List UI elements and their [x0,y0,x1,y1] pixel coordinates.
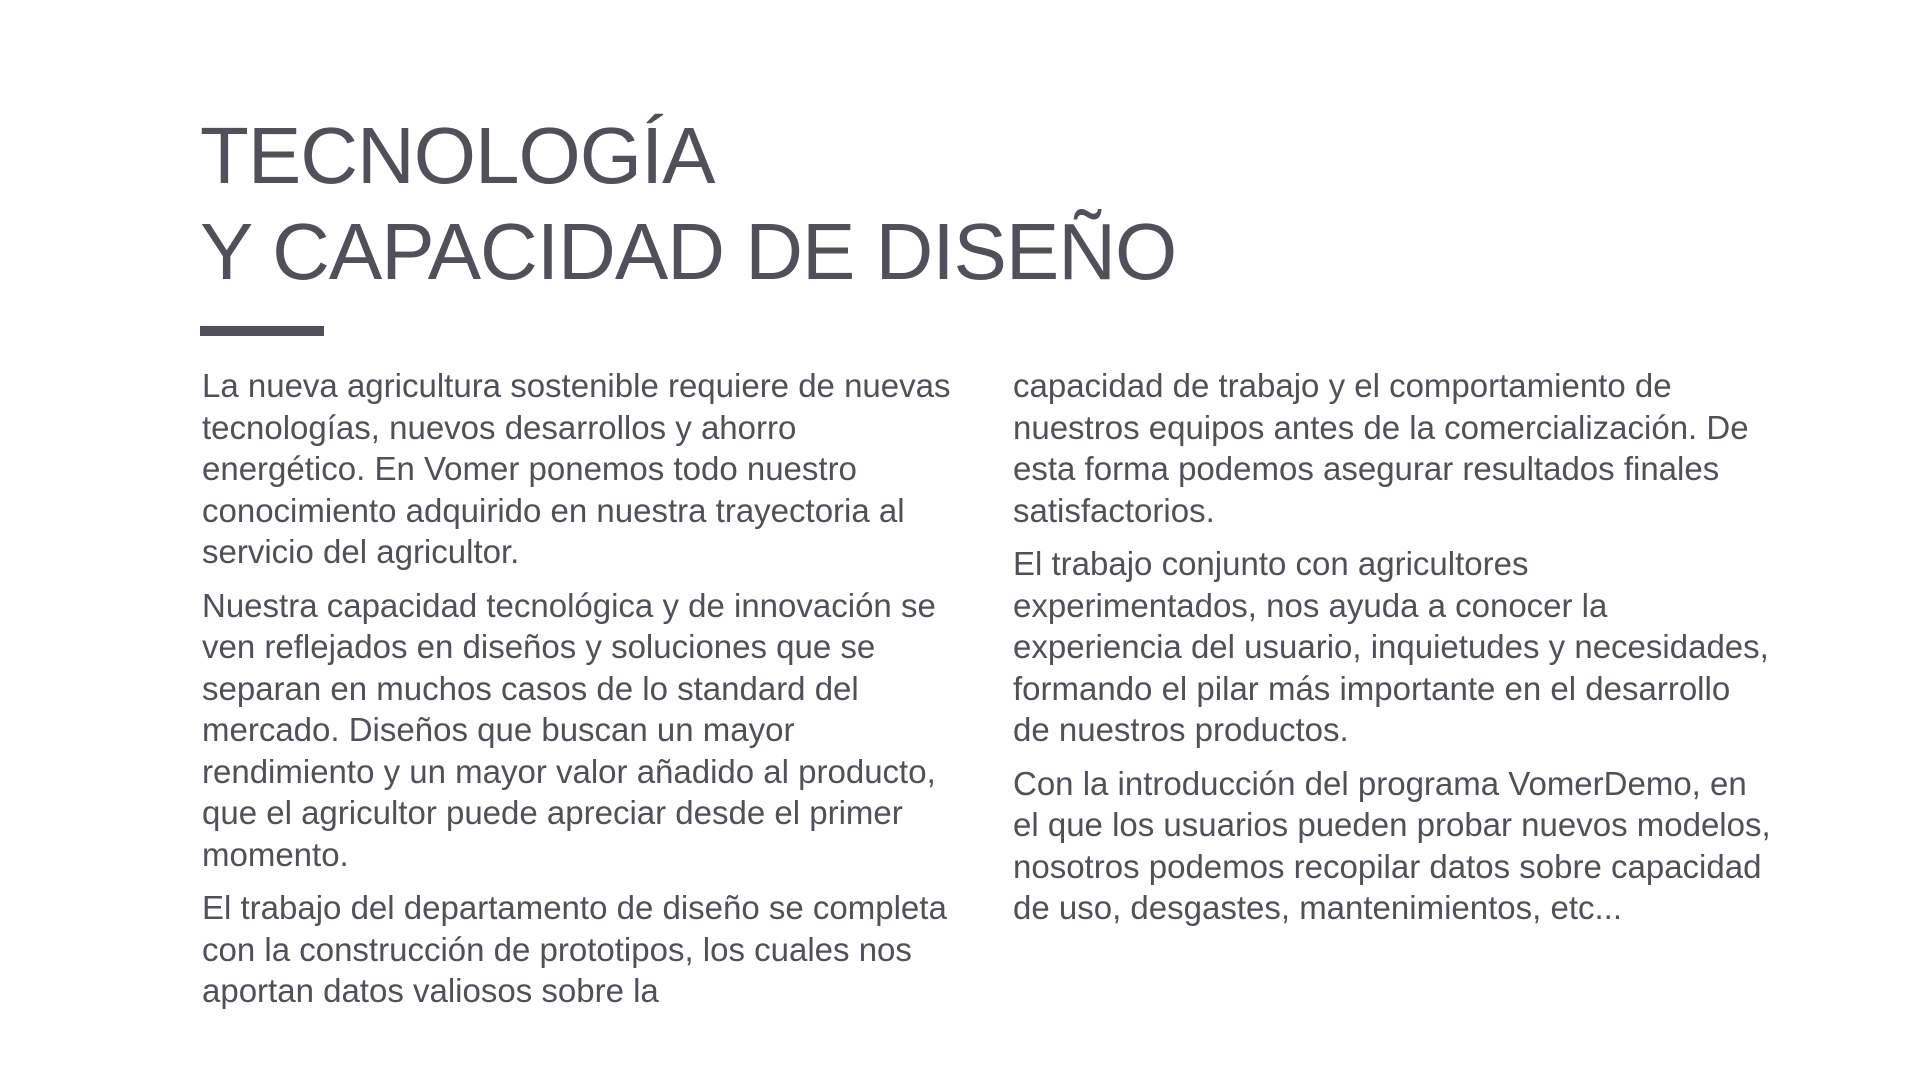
left-paragraph-1: La nueva agricultura sostenible requiere de nuevas tecnologías, nuevos desarrollos y ahorro energético. En Vomer ponemos todo nuestro conocimiento adquirido en nuestra trayectoria al servicio del agricultor. [202,367,951,570]
title-underline-divider [200,326,324,336]
right-paragraph-1: capacidad de trabajo y el comportamiento de nuestros equipos antes de la comercialización. De esta forma podemos asegurar resultados finales satisfactorios. [1013,367,1749,529]
page-title-line-1: TECNOLOGÍA [200,111,715,200]
right-paragraph-3: Con la introducción del programa VomerDemo, en el que los usuarios pueden probar nuevos modelos, nosotros podemos recopilar datos sobre capacidad de uso, desgastes, mantenimientos, etc... [1013,764,1771,926]
left-paragraph-3: El trabajo del departamento de diseño se completa con la construcción de prototipos, los cuales nos aportan datos valiosos sobre la [202,889,947,1009]
left-paragraph-2: Nuestra capacidad tecnológica y de innovación se ven reflejados en diseños y soluciones que se separan en muchos casos de lo standard del mercado. Diseños que buscan un mayor rendimiento y un mayor valor añadido al producto, que el agricultor puede apreciar desde el primer momento. [202,586,936,873]
text-column-left [202,365,962,1024]
right-paragraph-2: El trabajo conjunto con agricultores experimentados, nos ayuda a conocer la experiencia del usuario, inquietudes y necesidades, formando el pilar más importante en el desarrollo de nuestros productos. [1013,545,1769,748]
text-column-right [1013,365,1773,941]
page-title [200,108,1176,300]
page-title-line-2: Y CAPACIDAD DE DISEÑO [200,207,1177,296]
